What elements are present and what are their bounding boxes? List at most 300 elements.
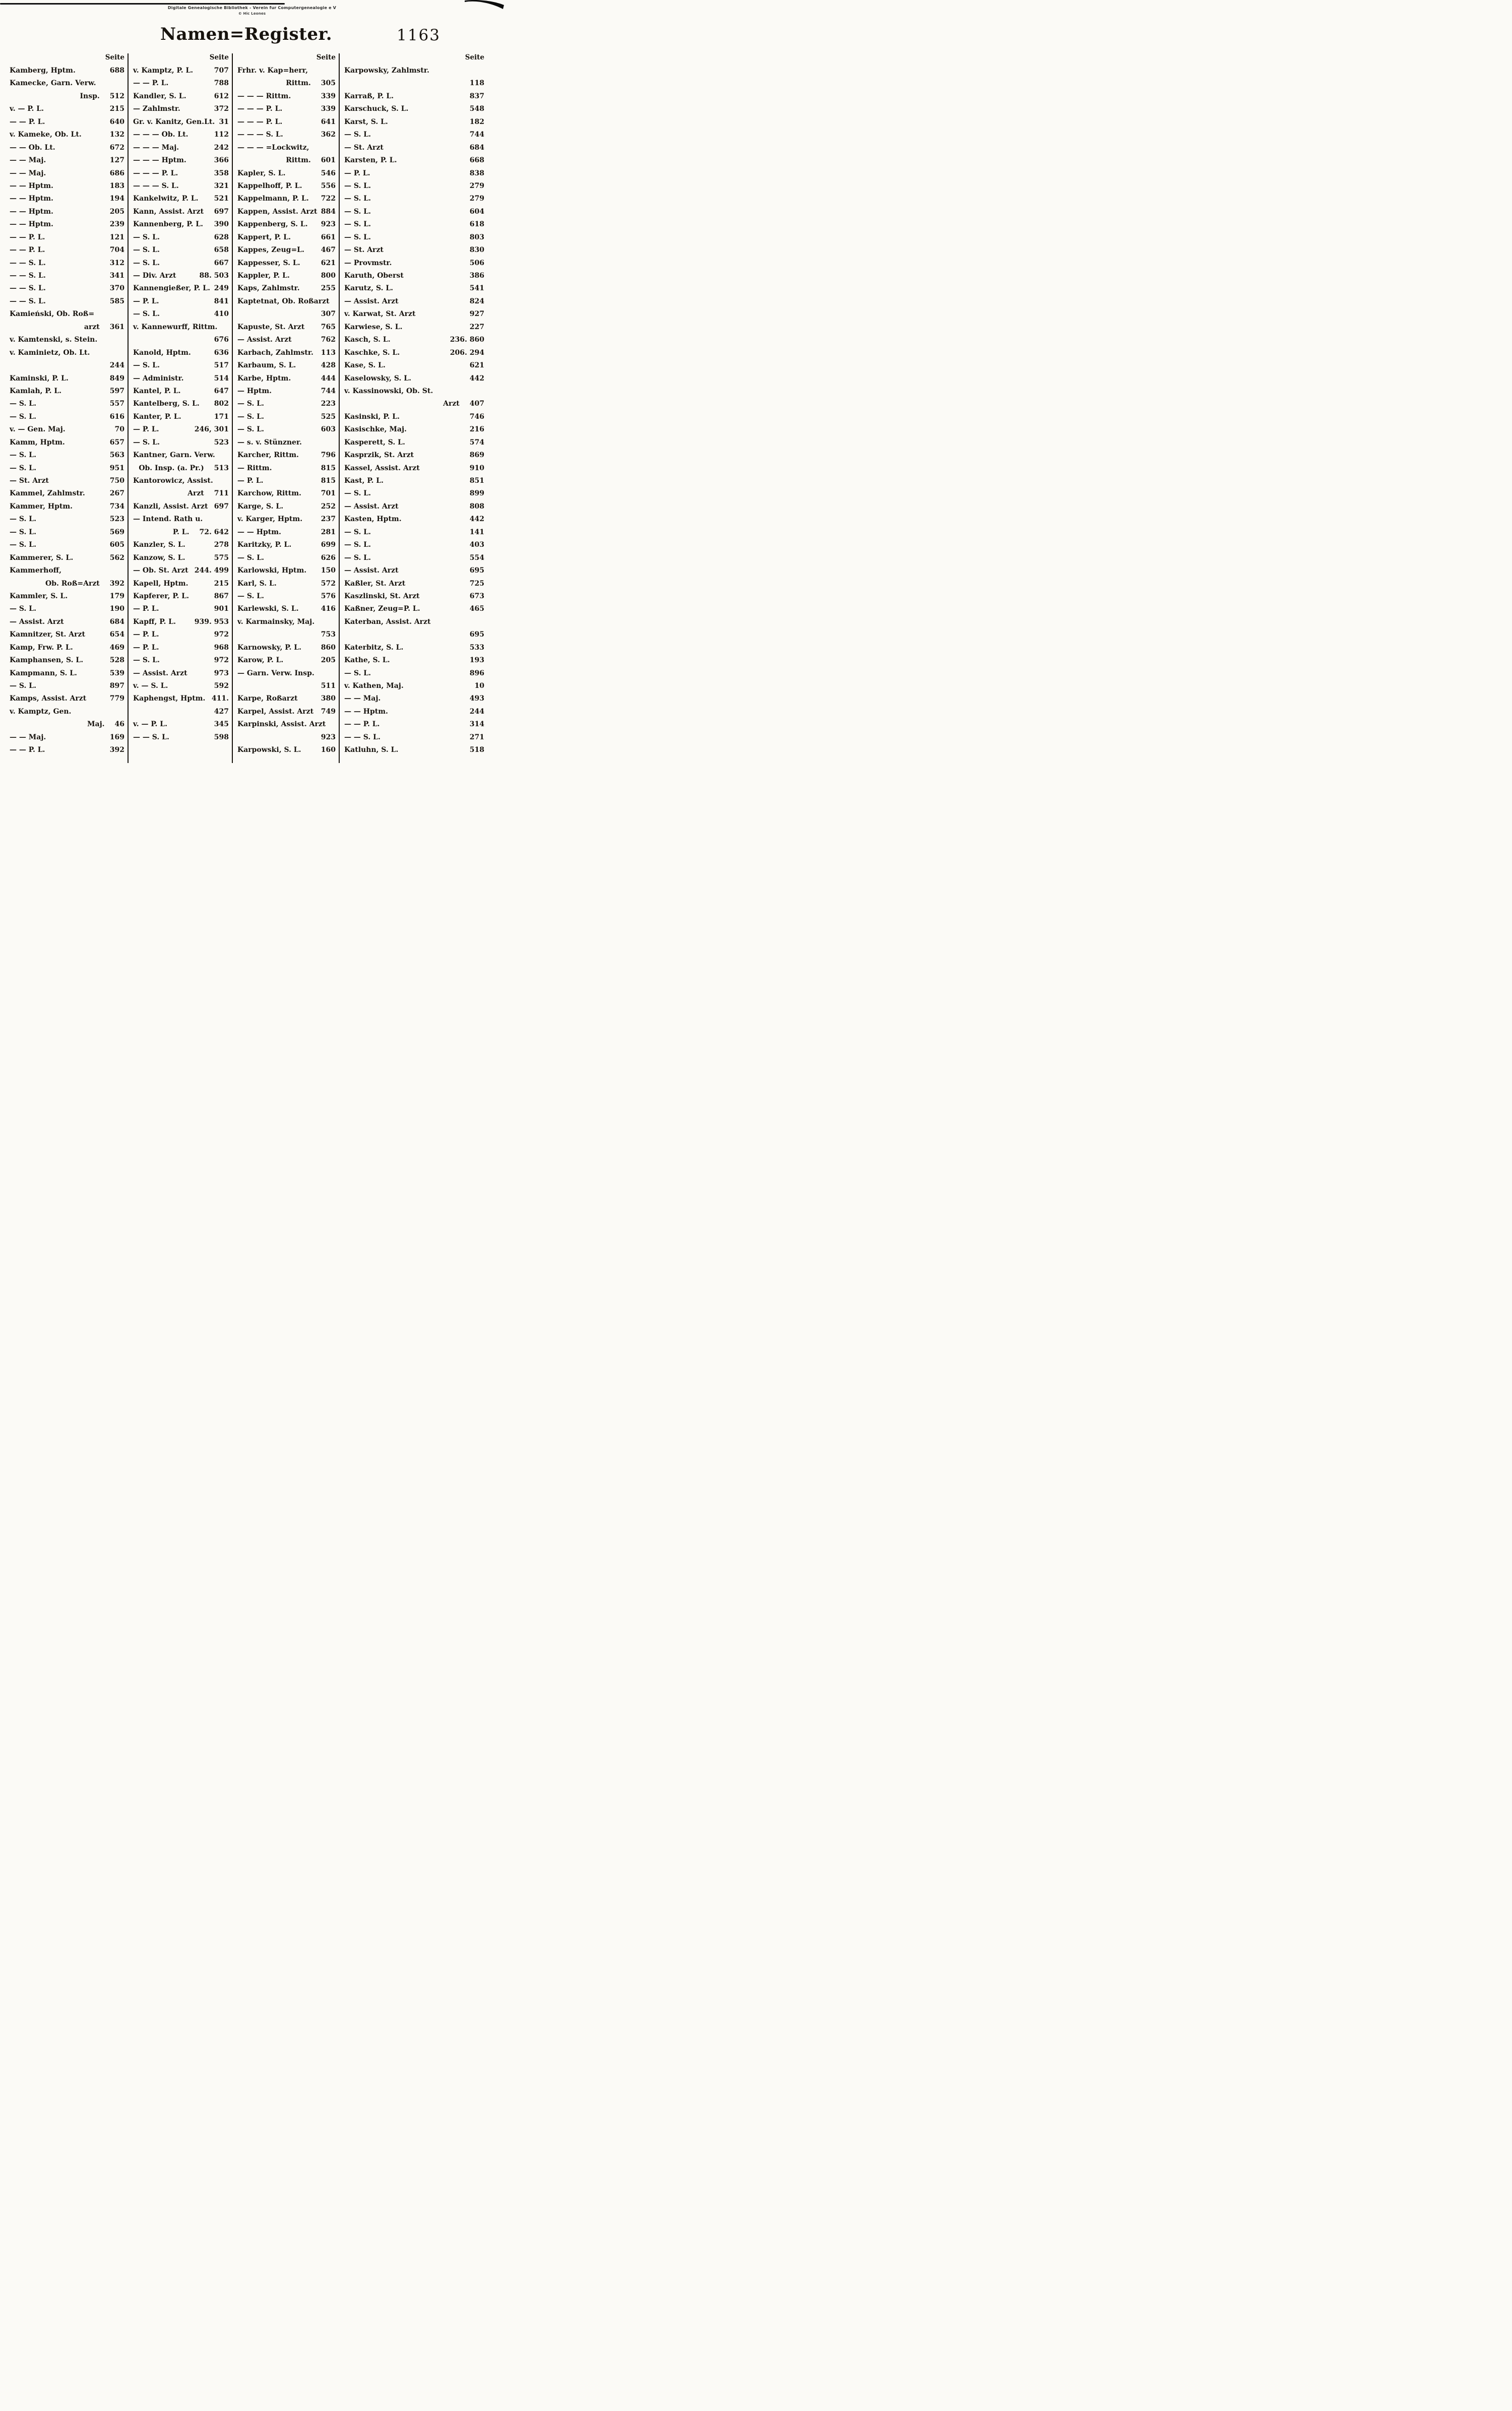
entry-name: Karpel, Assist. Arzt bbox=[237, 707, 314, 716]
register-entry bbox=[237, 208, 336, 220]
entry-page-number: 523 bbox=[214, 438, 229, 447]
entry-page-number: 362 bbox=[321, 131, 336, 139]
register-entry bbox=[10, 515, 124, 528]
entry-name: — s. v. Stünzner. bbox=[237, 438, 302, 447]
register-entry bbox=[344, 323, 484, 336]
entry-page-number: 182 bbox=[469, 117, 484, 126]
register-entry bbox=[237, 374, 336, 387]
entry-page-number: 901 bbox=[214, 605, 229, 613]
entry-name: Kamieński, Ob. Roß= bbox=[10, 310, 95, 319]
entry-name: — S. L. bbox=[237, 400, 264, 408]
entry-page-number: 744 bbox=[469, 131, 484, 139]
register-entry bbox=[237, 413, 336, 425]
entry-name: — S. L. bbox=[344, 553, 371, 562]
register-entry bbox=[237, 489, 336, 502]
entry-name: v. Kamptz, P. L. bbox=[133, 67, 194, 75]
entry-name: — — — Ob. Lt. bbox=[133, 131, 188, 139]
register-column bbox=[232, 53, 339, 763]
scan-caption-line1: Digitale Genealogische Bibliothek - Verein fur Computergenealogie e V bbox=[167, 6, 337, 10]
entry-name: v. — P. L. bbox=[133, 720, 168, 729]
entry-name: Kaminski, P. L. bbox=[10, 374, 69, 383]
register-entry bbox=[10, 502, 124, 515]
entry-page-number: 193 bbox=[469, 656, 484, 665]
entry-page-number: 697 bbox=[214, 502, 229, 511]
entry-name: — S. L. bbox=[133, 233, 160, 241]
entry-name: — — S. L. bbox=[10, 259, 46, 267]
register-entry bbox=[133, 708, 229, 720]
entry-page-number: 699 bbox=[321, 541, 336, 549]
entry-name: — S. L. bbox=[344, 541, 371, 549]
entry-name: — — S. L. bbox=[10, 297, 46, 305]
entry-page-number: 884 bbox=[321, 207, 336, 216]
entry-page-number: 672 bbox=[109, 143, 124, 152]
register-entry bbox=[344, 566, 484, 579]
entry-page-number: 574 bbox=[469, 438, 484, 447]
register-entry bbox=[133, 656, 229, 669]
register-entry bbox=[344, 425, 484, 438]
register-entry bbox=[10, 131, 124, 143]
register-entry bbox=[10, 169, 124, 182]
entry-page-number: 815 bbox=[321, 464, 336, 472]
entry-page-number: 215 bbox=[109, 105, 124, 113]
entry-name: Kann, Assist. Arzt bbox=[133, 207, 204, 216]
entry-name: — Ob. St. Arzt bbox=[133, 566, 188, 575]
entry-name: Karbaum, S. L. bbox=[237, 361, 296, 370]
entry-name: Kammel, Zahlmstr. bbox=[10, 489, 85, 498]
entry-name: — S. L. bbox=[344, 220, 371, 229]
register-entry bbox=[133, 413, 229, 425]
register-entry bbox=[344, 515, 484, 528]
register-entry bbox=[237, 105, 336, 117]
entry-page-number: 372 bbox=[214, 105, 229, 113]
page-header bbox=[0, 24, 504, 50]
entry-name: Kamecke, Garn. Verw. bbox=[10, 79, 96, 88]
entry-page-number: 750 bbox=[109, 477, 124, 485]
entry-page-number: 575 bbox=[214, 553, 229, 562]
entry-name: Katluhn, S. L. bbox=[344, 746, 399, 754]
register-entry bbox=[10, 182, 124, 195]
entry-page-number: 281 bbox=[321, 528, 336, 536]
entry-page-number: 227 bbox=[469, 323, 484, 331]
register-entry bbox=[237, 156, 336, 169]
register-entry bbox=[237, 694, 336, 707]
register-entry bbox=[344, 105, 484, 117]
entry-name: Kaps, Zahlmstr. bbox=[237, 284, 300, 293]
register-entry bbox=[344, 195, 484, 207]
entry-page-number: 616 bbox=[109, 412, 124, 421]
entry-page-number: 557 bbox=[109, 400, 124, 408]
register-entry bbox=[10, 387, 124, 400]
register-entry bbox=[344, 580, 484, 592]
entry-name: — Assist. Arzt bbox=[344, 502, 399, 511]
register-entry bbox=[344, 169, 484, 182]
entry-page-number: 113 bbox=[321, 348, 336, 357]
entry-page-number: 239 bbox=[109, 220, 124, 229]
entry-name: — S. L. bbox=[133, 656, 160, 665]
register-entry bbox=[237, 605, 336, 617]
entry-page-number: 851 bbox=[469, 477, 484, 485]
register-entry bbox=[10, 541, 124, 553]
entry-name: Kantorowicz, Assist. bbox=[133, 477, 213, 485]
register-column bbox=[128, 53, 232, 763]
entry-page-number: 392 bbox=[109, 746, 124, 754]
entry-page-number: 541 bbox=[469, 284, 484, 293]
entry-name: — S. L. bbox=[344, 207, 371, 216]
entry-page-number: 252 bbox=[321, 502, 336, 511]
register-entry bbox=[344, 233, 484, 246]
register-entry bbox=[237, 195, 336, 207]
entry-name: Ob. Roß=Arzt bbox=[45, 579, 100, 588]
entry-name: v. Kathen, Maj. bbox=[344, 682, 404, 690]
entry-page-number: 345 bbox=[214, 720, 229, 729]
entry-name: Karutz, S. L. bbox=[344, 284, 394, 293]
entry-page-number: 701 bbox=[321, 489, 336, 498]
register-entry bbox=[237, 592, 336, 605]
entry-name: — — — S. L. bbox=[133, 181, 179, 190]
register-entry bbox=[133, 246, 229, 259]
entry-page-number: 514 bbox=[214, 374, 229, 383]
entry-page-number: 896 bbox=[469, 669, 484, 677]
entry-page-number: 141 bbox=[469, 528, 484, 536]
entry-name: — Zahlmstr. bbox=[133, 105, 180, 113]
entry-name: Rittm. bbox=[286, 79, 311, 88]
register-entry bbox=[133, 464, 229, 477]
entry-page-number: 867 bbox=[214, 592, 229, 600]
entry-page-number: 837 bbox=[469, 92, 484, 100]
entry-page-number: 72. 642 bbox=[199, 528, 229, 536]
entry-name: — S. L. bbox=[344, 489, 371, 498]
entry-name: — — Hptm. bbox=[10, 195, 53, 203]
entry-name: Kapff, P. L. bbox=[133, 617, 176, 626]
entry-name: — S. L. bbox=[10, 605, 36, 613]
register-entry bbox=[344, 67, 484, 79]
entry-name: — St. Arzt bbox=[10, 477, 49, 485]
entry-page-number: 657 bbox=[109, 438, 124, 447]
entry-name: — — — Hptm. bbox=[133, 156, 186, 165]
entry-name: Kasischke, Maj. bbox=[344, 425, 407, 434]
entry-name: Kamp, Frw. P. L. bbox=[10, 643, 73, 652]
entry-page-number: 779 bbox=[109, 694, 124, 703]
entry-name: Kapuste, St. Arzt bbox=[237, 323, 305, 331]
entry-page-number: 788 bbox=[214, 79, 229, 88]
entry-name: Kapler, S. L. bbox=[237, 169, 286, 177]
entry-name: Karwiese, S. L. bbox=[344, 323, 403, 331]
entry-name: Karchow, Rittm. bbox=[237, 489, 301, 498]
register-entry bbox=[237, 477, 336, 489]
register-entry bbox=[344, 605, 484, 617]
entry-page-number: 512 bbox=[109, 92, 124, 100]
entry-page-number: 539 bbox=[109, 669, 124, 677]
entry-name: — S. L. bbox=[237, 592, 264, 600]
entry-page-number: 528 bbox=[109, 656, 124, 665]
register-entry bbox=[237, 144, 336, 156]
entry-name: Kaptetnat, Ob. Roßarzt bbox=[237, 297, 330, 305]
entry-name: — — S. L. bbox=[133, 733, 169, 741]
register-entry bbox=[237, 451, 336, 464]
register-entry bbox=[10, 438, 124, 451]
entry-name: Kappelmann, P. L. bbox=[237, 195, 309, 203]
register-entry bbox=[133, 400, 229, 412]
register-entry bbox=[237, 438, 336, 451]
entry-page-number: 244 bbox=[469, 707, 484, 716]
entry-page-number: 711 bbox=[214, 489, 229, 498]
entry-page-number: 621 bbox=[321, 259, 336, 267]
register-entry bbox=[133, 144, 229, 156]
entry-page-number: 255 bbox=[321, 284, 336, 293]
entry-name: P. L. bbox=[172, 528, 190, 536]
entry-name: Kaschke, S. L. bbox=[344, 348, 400, 357]
entry-page-number: 506 bbox=[469, 259, 484, 267]
entry-page-number: 968 bbox=[214, 643, 229, 652]
entry-name: Kappelhoff, P. L. bbox=[237, 181, 302, 190]
register-entry bbox=[10, 630, 124, 643]
register-entry bbox=[237, 541, 336, 553]
entry-name: — S. L. bbox=[344, 181, 371, 190]
entry-name: Kase, S. L. bbox=[344, 361, 386, 370]
register-entry bbox=[237, 400, 336, 412]
register-entry bbox=[344, 438, 484, 451]
entry-page-number: 972 bbox=[214, 656, 229, 665]
entry-page-number: 206. 294 bbox=[450, 348, 484, 357]
entry-name: — — Hptm. bbox=[344, 707, 388, 716]
entry-name: Kaszlinski, St. Arzt bbox=[344, 592, 420, 600]
entry-name: — S. L. bbox=[344, 131, 371, 139]
register-entry bbox=[133, 349, 229, 361]
entry-name: — S. L. bbox=[133, 246, 160, 255]
entry-name: — Intend. Rath u. bbox=[133, 515, 203, 524]
register-entry bbox=[10, 246, 124, 259]
register-entry bbox=[10, 746, 124, 758]
register-entry bbox=[237, 580, 336, 592]
entry-name: Arzt bbox=[443, 400, 460, 408]
register-entry bbox=[133, 182, 229, 195]
entry-name: — S. L. bbox=[133, 361, 160, 370]
register-entry bbox=[10, 323, 124, 336]
register-entry bbox=[344, 528, 484, 541]
entry-name: Arzt bbox=[187, 489, 204, 498]
entry-name: Kantelberg, S. L. bbox=[133, 400, 200, 408]
entry-page-number: 546 bbox=[321, 169, 336, 177]
entry-page-number: 598 bbox=[214, 733, 229, 741]
register-entry bbox=[10, 413, 124, 425]
entry-page-number: 236. 860 bbox=[450, 336, 484, 344]
register-entry bbox=[10, 592, 124, 605]
register-entry bbox=[133, 489, 229, 502]
entry-name: Kanter, P. L. bbox=[133, 412, 181, 421]
entry-name: Kasperett, S. L. bbox=[344, 438, 405, 447]
entry-page-number: 562 bbox=[109, 553, 124, 562]
entry-page-number: 518 bbox=[469, 746, 484, 754]
register-entry bbox=[133, 438, 229, 451]
entry-page-number: 150 bbox=[321, 566, 336, 575]
register-entry bbox=[237, 272, 336, 284]
entry-page-number: 707 bbox=[214, 67, 229, 75]
entry-name: — — — P. L. bbox=[237, 105, 283, 113]
entry-name: — S. L. bbox=[10, 400, 36, 408]
register-entry bbox=[237, 259, 336, 272]
entry-name: Karl, S. L. bbox=[237, 579, 277, 588]
register-entry bbox=[10, 708, 124, 720]
register-entry bbox=[10, 297, 124, 310]
register-entry bbox=[237, 669, 336, 682]
entry-page-number: 841 bbox=[214, 297, 229, 305]
register-entry bbox=[344, 374, 484, 387]
entry-page-number: 636 bbox=[214, 348, 229, 357]
entry-name: Kappert, P. L. bbox=[237, 233, 291, 241]
entry-name: Kaßler, St. Arzt bbox=[344, 579, 406, 588]
entry-name: Kasten, Hptm. bbox=[344, 515, 402, 524]
entry-name: — S. L. bbox=[10, 515, 36, 524]
entry-page-number: 314 bbox=[469, 720, 484, 729]
register-entry bbox=[10, 361, 124, 374]
entry-page-number: 815 bbox=[321, 477, 336, 485]
register-entry bbox=[344, 733, 484, 746]
entry-name: Kasprzik, St. Arzt bbox=[344, 451, 414, 460]
register-entry bbox=[10, 336, 124, 348]
entry-page-number: 267 bbox=[109, 489, 124, 498]
register-entry bbox=[10, 220, 124, 233]
entry-name: — S. L. bbox=[10, 464, 36, 472]
register-entry bbox=[237, 425, 336, 438]
entry-page-number: 321 bbox=[214, 181, 229, 190]
entry-page-number: 469 bbox=[109, 643, 124, 652]
register-entry bbox=[133, 361, 229, 374]
entry-name: Kannengießer, P. L. bbox=[133, 284, 211, 293]
register-entry bbox=[344, 746, 484, 758]
entry-name: — P. L. bbox=[344, 169, 370, 177]
register-entry bbox=[133, 118, 229, 131]
register-entry bbox=[344, 246, 484, 259]
entry-page-number: 618 bbox=[469, 220, 484, 229]
entry-name: Kantner, Garn. Verw. bbox=[133, 451, 215, 460]
entry-name: — P. L. bbox=[237, 477, 264, 485]
register-entry bbox=[344, 144, 484, 156]
entry-name: — — P. L. bbox=[10, 117, 45, 126]
entry-page-number: 223 bbox=[321, 400, 336, 408]
register-entry bbox=[10, 580, 124, 592]
entry-name: — — P. L. bbox=[133, 79, 169, 88]
register-entry bbox=[344, 259, 484, 272]
register-entry bbox=[133, 208, 229, 220]
register-entry bbox=[133, 566, 229, 579]
entry-page-number: 112 bbox=[214, 131, 229, 139]
register-entry bbox=[133, 156, 229, 169]
column-header-seite: Seite bbox=[209, 53, 229, 61]
entry-name: Karschuck, S. L. bbox=[344, 105, 409, 113]
entry-page-number: 688 bbox=[109, 67, 124, 75]
entry-name: — — — P. L. bbox=[133, 169, 178, 177]
entry-page-number: 676 bbox=[214, 336, 229, 344]
entry-name: Kammerer, S. L. bbox=[10, 553, 74, 562]
entry-page-number: 279 bbox=[469, 181, 484, 190]
entry-page-number: 603 bbox=[321, 425, 336, 434]
register-entry bbox=[10, 656, 124, 669]
register-entry bbox=[237, 644, 336, 656]
entry-name: v. — P. L. bbox=[10, 105, 44, 113]
entry-page-number: 533 bbox=[469, 643, 484, 652]
entry-page-number: 569 bbox=[109, 528, 124, 536]
register-entry bbox=[133, 131, 229, 143]
entry-name: — — Hptm. bbox=[10, 207, 53, 216]
register-entry bbox=[344, 541, 484, 553]
entry-page-number: 70 bbox=[114, 425, 124, 434]
register-entry bbox=[237, 387, 336, 400]
entry-page-number: 749 bbox=[321, 707, 336, 716]
entry-name: — S. L. bbox=[344, 669, 371, 677]
entry-name: Kammerhoff, bbox=[10, 566, 62, 575]
register-entry bbox=[344, 310, 484, 323]
register-entry bbox=[133, 554, 229, 566]
register-entry bbox=[133, 630, 229, 643]
register-entry bbox=[237, 79, 336, 92]
entry-page-number: 465 bbox=[469, 605, 484, 613]
register-entry bbox=[237, 131, 336, 143]
entry-name: — P. L. bbox=[133, 643, 159, 652]
entry-name: — — — S. L. bbox=[237, 131, 283, 139]
entry-name: Kannenberg, P. L. bbox=[133, 220, 203, 229]
register-entry bbox=[237, 630, 336, 643]
entry-page-number: 442 bbox=[469, 515, 484, 524]
register-entry bbox=[237, 336, 336, 348]
entry-page-number: 684 bbox=[109, 617, 124, 626]
entry-name: — S. L. bbox=[344, 528, 371, 536]
entry-page-number: 744 bbox=[321, 387, 336, 395]
register-entry bbox=[133, 79, 229, 92]
register-entry bbox=[344, 361, 484, 374]
entry-name: — — Hptm. bbox=[10, 220, 53, 229]
register-entry bbox=[133, 105, 229, 117]
column-header-seite: Seite bbox=[105, 53, 124, 61]
register-entry bbox=[344, 656, 484, 669]
entry-page-number: 860 bbox=[321, 643, 336, 652]
entry-name: Kapell, Hptm. bbox=[133, 579, 188, 588]
entry-name: Karnowsky, P. L. bbox=[237, 643, 301, 652]
entry-page-number: 661 bbox=[321, 233, 336, 241]
entry-page-number: 910 bbox=[469, 464, 484, 472]
entry-name: Maj. bbox=[87, 720, 105, 729]
entry-name: Karbe, Hptm. bbox=[237, 374, 291, 383]
register-entry bbox=[133, 169, 229, 182]
entry-name: — S. L. bbox=[10, 528, 36, 536]
name-register bbox=[10, 53, 487, 763]
entry-page-number: 667 bbox=[214, 259, 229, 267]
register-entry bbox=[344, 451, 484, 464]
entry-page-number: 339 bbox=[321, 92, 336, 100]
entry-page-number: 427 bbox=[214, 707, 229, 716]
register-entry bbox=[133, 195, 229, 207]
entry-page-number: 410 bbox=[214, 310, 229, 319]
entry-name: v. Kamptz, Gen. bbox=[10, 707, 72, 716]
register-entry bbox=[10, 528, 124, 541]
register-entry bbox=[344, 284, 484, 297]
entry-page-number: 278 bbox=[214, 541, 229, 549]
entry-name: — — P. L. bbox=[10, 246, 45, 255]
entry-page-number: 517 bbox=[214, 361, 229, 370]
register-entry bbox=[133, 592, 229, 605]
entry-name: Kanold, Hptm. bbox=[133, 348, 191, 357]
entry-page-number: 513 bbox=[214, 464, 229, 472]
entry-page-number: 585 bbox=[109, 297, 124, 305]
register-entry bbox=[133, 618, 229, 630]
register-entry bbox=[344, 669, 484, 682]
entry-name: v. Kameke, Ob. Lt. bbox=[10, 131, 82, 139]
register-entry bbox=[10, 618, 124, 630]
register-entry bbox=[344, 720, 484, 733]
entry-page-number: 31 bbox=[219, 117, 229, 126]
entry-page-number: 160 bbox=[321, 746, 336, 754]
register-entry bbox=[344, 592, 484, 605]
register-entry bbox=[237, 528, 336, 541]
